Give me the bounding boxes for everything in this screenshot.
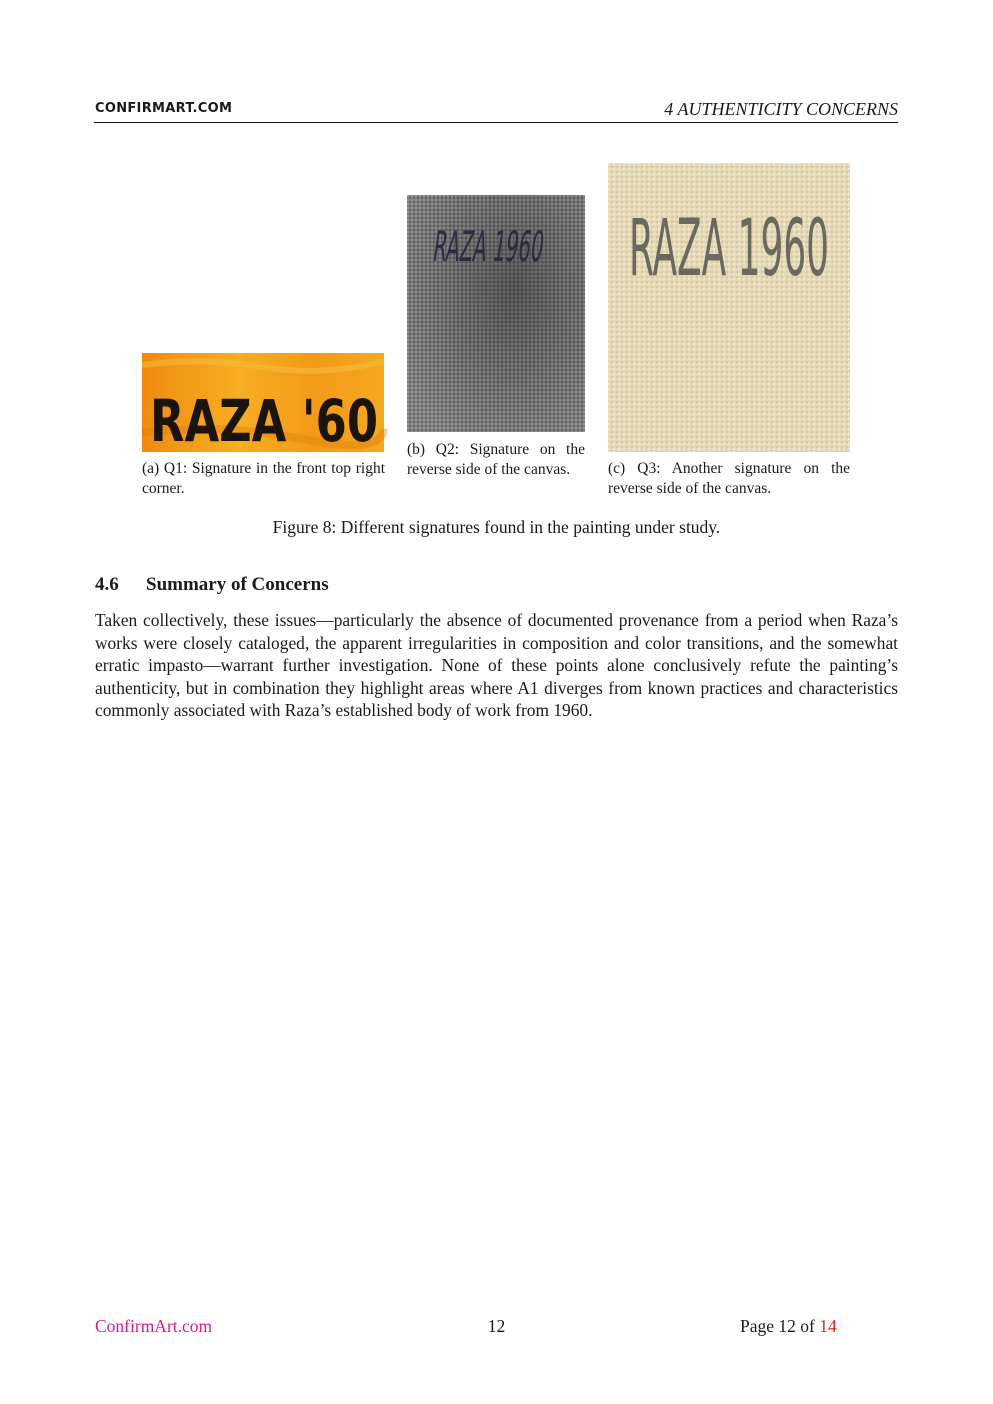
signature-q1-text: RAZA '60	[150, 387, 378, 455]
subfigure-a-caption: (a) Q1: Signature in the front top right corner.	[142, 460, 385, 497]
section-number: 4.6	[95, 574, 119, 595]
section-body-paragraph: Taken collectively, these issues—particularly the absence of documented provenance from a period when Raza’s works were closely cataloged, the apparent irregularities in composition and color transitions, and the somewhat erratic impasto—warrant further investigation. None of these points alone conclusively refute the painting’s authenticity, but in combination they highlight areas where A1 diverges from known practices and characteristics commonly associated with Raza’s established body of work from 1960.	[95, 610, 898, 721]
signature-q2-text	[430, 222, 547, 271]
figure-caption: Figure 8: Different signatures found in the painting under study.	[272, 517, 721, 537]
subfigure-c-caption: (c) Q3: Another signature on the reverse side of the canvas.	[608, 460, 850, 497]
footer-page-label: Page 12 of	[740, 1316, 820, 1336]
signature-image-q2	[407, 195, 585, 432]
section-heading	[95, 574, 329, 596]
footer-page-total[interactable]: 14	[819, 1316, 837, 1336]
signature-image-q1	[142, 353, 384, 455]
header-brand: CONFIRMART.COM	[95, 101, 233, 116]
section-title: Summary of Concerns	[146, 574, 329, 595]
signature-q3-text: RAZA 1960	[629, 204, 829, 294]
subfigure-b-caption: (b) Q2: Signature on the reverse side of the canvas.	[407, 441, 585, 478]
header-section-title: 4 AUTHENTICITY CONCERNS	[664, 99, 898, 119]
footer-page-count	[740, 1316, 837, 1337]
header-rule	[94, 122, 898, 123]
signature-image-q3	[608, 163, 850, 452]
footer-page-number: 12	[487, 1316, 506, 1336]
footer-site-link[interactable]: ConfirmArt.com	[95, 1316, 213, 1336]
